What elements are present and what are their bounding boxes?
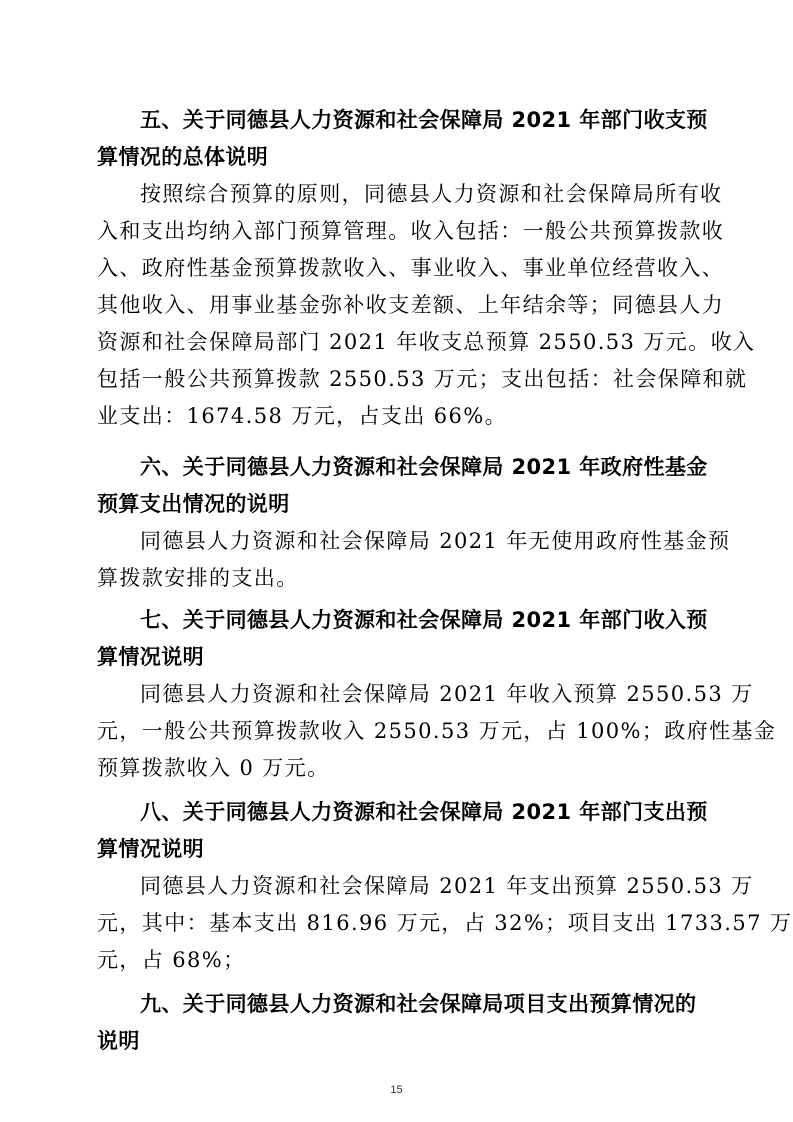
section-5-paragraph-line: 按照综合预算的原则，同德县人力资源和社会保障局所有收 bbox=[140, 182, 723, 206]
section-8-heading-line-2: 算情况说明 bbox=[97, 837, 204, 861]
section-7-paragraph-line: 预算拨款收入 0 万元。 bbox=[97, 756, 330, 780]
section-6-heading-line-1: 六、关于同德县人力资源和社会保障局 2021 年政府性基金 bbox=[140, 455, 708, 479]
section-5-paragraph-line: 其他收入、用事业基金弥补收支差额、上年结余等；同德县人力 bbox=[97, 293, 725, 317]
section-5-paragraph-line: 业支出：1674.58 万元，占支出 66%。 bbox=[97, 404, 508, 428]
section-9-heading-line-2: 说明 bbox=[97, 1029, 140, 1053]
section-8-paragraph-line: 同德县人力资源和社会保障局 2021 年支出预算 2550.53 万 bbox=[140, 874, 754, 898]
section-7-heading-line-2: 算情况说明 bbox=[97, 645, 204, 669]
section-6-paragraph-line: 算拨款安排的支出。 bbox=[97, 566, 299, 590]
section-5-paragraph-line: 入和支出均纳入部门预算管理。收入包括：一般公共预算拨款收 bbox=[97, 219, 725, 243]
section-8-paragraph-line: 元，占 68%； bbox=[97, 948, 246, 972]
section-9-heading-line-1: 九、关于同德县人力资源和社会保障局项目支出预算情况的 bbox=[140, 992, 697, 1016]
section-7-paragraph-line: 同德县人力资源和社会保障局 2021 年收入预算 2550.53 万 bbox=[140, 682, 754, 706]
section-6-heading-line-2: 预算支出情况的说明 bbox=[97, 492, 290, 516]
section-7-paragraph-line: 元，一般公共预算拨款收入 2550.53 万元，占 100%；政府性基金 bbox=[97, 719, 777, 743]
section-8-paragraph-line: 元，其中：基本支出 816.96 万元，占 32%；项目支出 1733.57 万 bbox=[97, 911, 793, 935]
page-number: 15 bbox=[390, 1084, 403, 1096]
section-5-paragraph-line: 包括一般公共预算拨款 2550.53 万元；支出包括：社会保障和就 bbox=[97, 367, 748, 391]
section-5-paragraph-line: 资源和社会保障局部门 2021 年收支总预算 2550.53 万元。收入 bbox=[97, 330, 756, 354]
section-8-heading-line-1: 八、关于同德县人力资源和社会保障局 2021 年部门支出预 bbox=[140, 800, 708, 824]
section-5-paragraph-line: 入、政府性基金预算拨款收入、事业收入、事业单位经营收入、 bbox=[97, 256, 725, 280]
section-5-heading-line-1: 五、关于同德县人力资源和社会保障局 2021 年部门收支预 bbox=[140, 108, 708, 132]
section-7-heading-line-1: 七、关于同德县人力资源和社会保障局 2021 年部门收入预 bbox=[140, 608, 708, 632]
section-5-heading-line-2: 算情况的总体说明 bbox=[97, 145, 269, 169]
section-6-paragraph-line: 同德县人力资源和社会保障局 2021 年无使用政府性基金预 bbox=[140, 529, 731, 553]
